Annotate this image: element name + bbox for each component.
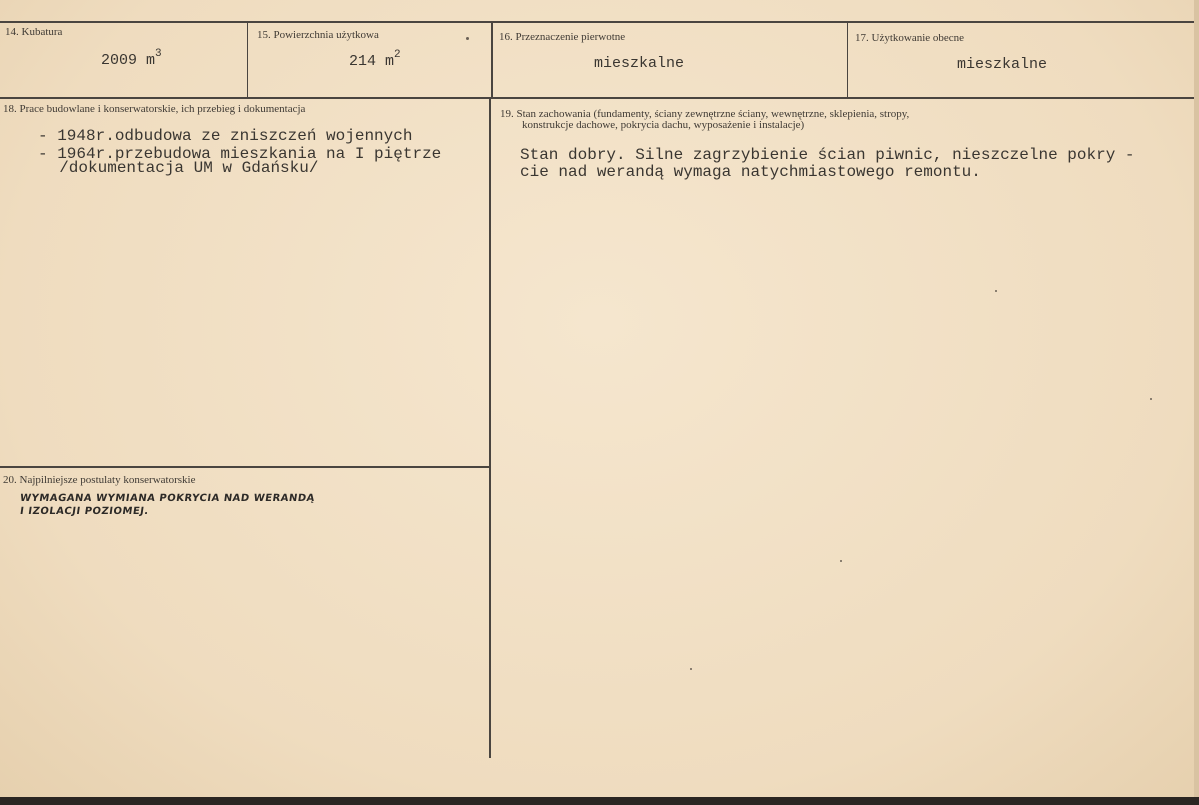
- przeznaczenie-label: 16. Przeznaczenie pierwotne: [499, 31, 626, 43]
- powierzchnia-label: 15. Powierzchnia użytkowa: [257, 29, 379, 41]
- powierzchnia-value: [349, 49, 401, 70]
- postulaty-handwritten-line-2: I IZOLACJI POZIOMEJ.: [19, 506, 150, 517]
- divider-14-15: [247, 22, 248, 98]
- uzytkowanie-value: mieszkalne: [957, 56, 1048, 73]
- paper-speck: [995, 290, 997, 292]
- paper-speck: [466, 37, 469, 40]
- powierzchnia-number: 214 m: [349, 53, 395, 70]
- divider-16-17: [847, 22, 848, 98]
- kubatura-number: 2009 m: [101, 52, 156, 69]
- main-vertical-divider: [489, 98, 491, 758]
- postulaty-label: 20. Najpilniejsze postulaty konserwatorskie: [3, 474, 196, 486]
- stan-line-1: Stan dobry. Silne zagrzybienie ścian piwnic, nieszczelne pokry -: [520, 146, 1135, 164]
- divider-18-20: [0, 466, 490, 468]
- powierzchnia-unit-sup: 2: [394, 49, 401, 61]
- kubatura-label: 14. Kubatura: [5, 26, 63, 38]
- card-edge-right: [1194, 0, 1199, 805]
- prace-line-2: - 1964r.przebudowa mieszkania na I piętrze: [38, 145, 442, 163]
- stan-label-line-1: 19. Stan zachowania (fundamenty, ściany zewnętrzne ściany, wewnętrzne, sklepienia, stropy,: [500, 108, 910, 120]
- prace-line-1: - 1948r.odbudowa ze zniszczeń wojennych: [38, 127, 413, 145]
- paper-speck: [1150, 398, 1152, 400]
- prace-label: 18. Prace budowlane i konserwatorskie, ich przebieg i dokumentacja: [3, 103, 306, 115]
- divider-15-16: [491, 22, 493, 98]
- card-edge-bottom: [0, 797, 1199, 805]
- postulaty-handwritten-line-1: WYMAGANA WYMIANA POKRYCIA NAD WERANDĄ: [19, 493, 316, 504]
- kubatura-value: [101, 48, 162, 69]
- przeznaczenie-value: mieszkalne: [594, 55, 685, 72]
- stan-line-2: cie nad werandą wymaga natychmiastowego remontu.: [520, 163, 981, 181]
- kubatura-unit-sup: 3: [155, 48, 162, 60]
- prace-line-3: /dokumentacja UM w Gdańsku/: [40, 159, 319, 177]
- top-rule: [0, 21, 1196, 23]
- stan-label-line-2: konstrukcje dachowe, pokrycia dachu, wyposażenie i instalacje): [522, 119, 805, 131]
- paper-speck: [690, 668, 692, 670]
- uzytkowanie-label: 17. Użytkowanie obecne: [855, 32, 965, 44]
- header-bottom-rule: [0, 97, 1196, 99]
- paper-speck: [840, 560, 842, 562]
